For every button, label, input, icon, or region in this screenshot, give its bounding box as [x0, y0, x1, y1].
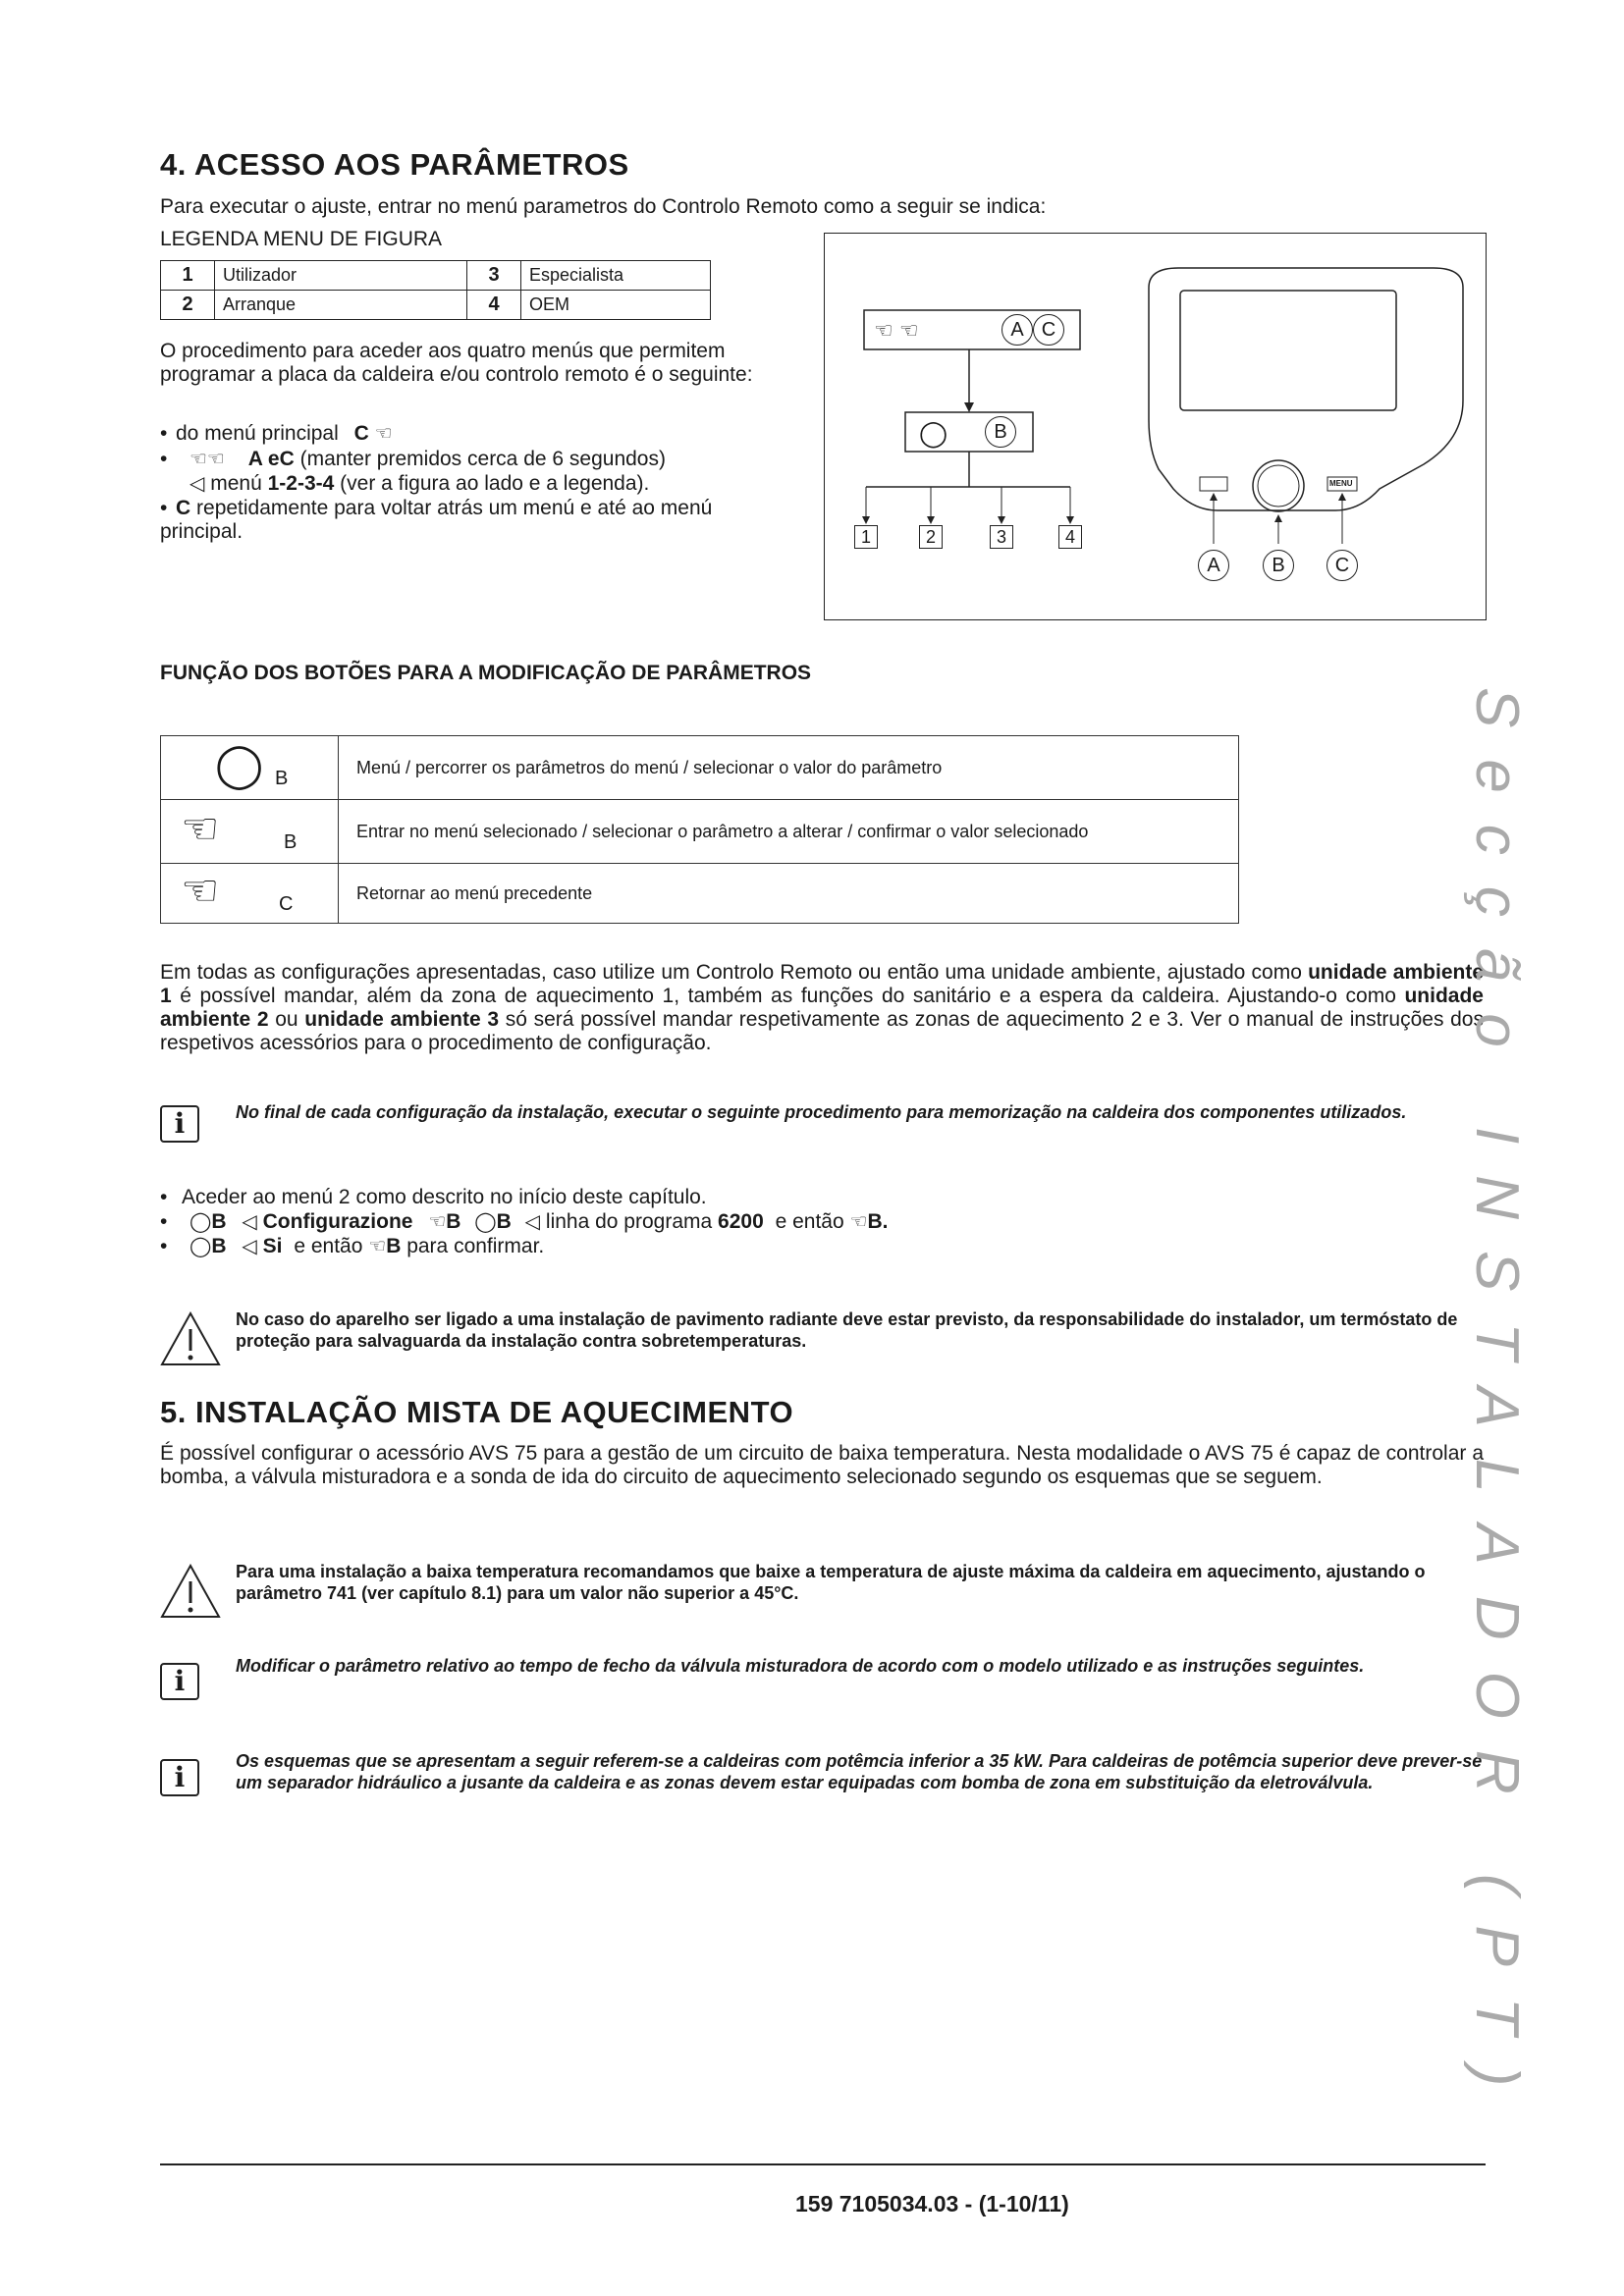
table-row [161, 736, 1239, 800]
turn-left-icon: ◁ [524, 1211, 541, 1233]
warning-note-2: Para uma instalação a baixa temperatura recomandamos que baixe a temperatura de ajuste máxima da caldeira em aquecimento, ajustando o parâmetro 741 (ver capítulo 8.1) para um valor não superior a 45°C. [236, 1562, 1426, 1603]
legend-label: Arranque [215, 291, 467, 320]
section-4-intro: Para executar o ajuste, entrar no menú parametros do Controlo Remoto como a seguir se indica: [160, 195, 1047, 218]
label-c: C [1033, 314, 1064, 346]
bullet-3: ◁ menú 1-2-3-4 (ver a figura ao lado e a legenda). [189, 472, 650, 495]
side-section-label: Secção INSTALADOR (PT) [1463, 687, 1531, 2118]
info-note-2: Modificar o parâmetro relativo ao tempo de fecho da válvula misturadora de acordo com o modelo utilizado e as instruções seguintes. [236, 1656, 1365, 1676]
press-hand-icon: ☜ [181, 805, 220, 853]
menu-number: 4 [1058, 525, 1082, 549]
bullet-2: • ☜☜ A eC (manter premidos cerca de 6 segundos) [160, 448, 666, 470]
procedure-text: O procedimento para aceder aos quatro menús que permitem programar a placa da caldeira e/ou controlo remoto é o seguinte: [160, 340, 753, 386]
functions-table [160, 735, 1239, 924]
table-row [161, 800, 1239, 864]
info-note-1: No final de cada configuração da instalação, executar o seguinte procedimento para memorização na caldeira dos componentes utilizados. [236, 1102, 1407, 1122]
function-icon-cell: ◯ B [161, 736, 339, 800]
legend-number: 3 [467, 261, 521, 291]
section-5-title: 5. INSTALAÇÃO MISTA DE AQUECIMENTO [160, 1395, 794, 1429]
rotary-knob-icon: ◯ [189, 1211, 212, 1233]
bullet-4: • C repetidamente para voltar atrás um menú e até ao menú principal. [160, 497, 713, 543]
legend-number: 2 [161, 291, 215, 320]
menu-number: 1 [854, 525, 878, 549]
warning-icon [160, 1311, 221, 1366]
legend-label: Utilizador [215, 261, 467, 291]
section-4-title: 4. ACESSO AOS PARÂMETROS [160, 147, 629, 182]
info-icon: i [160, 1105, 199, 1143]
function-description: Entrar no menú selecionado / selecionar o parâmetro a alterar / confirmar o valor selecionado [339, 800, 1239, 864]
menu-number: 2 [919, 525, 943, 549]
press-hand-icon: ☜☜ [189, 449, 225, 470]
menu-number: 3 [990, 525, 1013, 549]
section-5-body: É possível configurar o acessório AVS 75 para a gestão de um circuito de baixa temperatura. Nesta modalidade o AVS 75 é capaz de controlar a bomba, a válvula misturadora e a sonda de ida do circuito de aquecimento selecionado segundo os esquemas que se seguem. [160, 1442, 1484, 1488]
press-hand-icon: ☜ ☜ [874, 318, 919, 343]
press-hand-icon: ☜ [428, 1211, 447, 1233]
legend-row [161, 261, 711, 291]
info-icon: i [160, 1663, 199, 1700]
turn-left-icon: ◁ [189, 473, 205, 495]
label-a: A [1001, 314, 1033, 346]
press-hand-icon: ☜ [849, 1211, 868, 1233]
label-b: B [985, 416, 1016, 448]
step-1: • Aceder ao menú 2 como descrito no início deste capítulo. [160, 1186, 707, 1208]
function-icon-cell: ☜ C [161, 864, 339, 924]
info-note-3: Os esquemas que se apresentam a seguir referem-se a caldeiras com potêmcia inferior a 35 kW. Para caldeiras de potêmcia superior deve prever-se um separador hidráulico a jusante da caldeira e as zonas devem estar equipadas com bomba de zona em substituição da eletroválvula. [236, 1751, 1483, 1792]
device-button-b: B [1263, 550, 1294, 581]
legend-label: Especialista [521, 261, 711, 291]
rotary-knob-icon: ◯ [474, 1211, 497, 1233]
legend-title: LEGENDA MENU DE FIGURA [160, 228, 443, 250]
function-description: Menú / percorrer os parâmetros do menú / selecionar o valor do parâmetro [339, 736, 1239, 800]
step-2: • ◯B ◁ Configurazione ☜B ◯B ◁ linha do programa 6200 e então ☜B. [160, 1210, 889, 1233]
rotary-knob-icon: ◯ [919, 418, 948, 448]
function-icon-cell: ☜ B [161, 800, 339, 864]
press-hand-icon: ☜ [368, 1236, 387, 1257]
menu-key-label: MENU [1329, 479, 1353, 488]
legend-number: 1 [161, 261, 215, 291]
turn-left-icon: ◁ [242, 1236, 257, 1257]
footer-divider [160, 2163, 1486, 2165]
legend-number: 4 [467, 291, 521, 320]
press-hand-icon: ☜ [181, 867, 220, 915]
legend-table [160, 260, 711, 320]
menu-access-figure [824, 233, 1487, 620]
rotary-knob-icon: ◯ [189, 1236, 212, 1257]
info-icon: i [160, 1759, 199, 1796]
bullet-1: • do menú principal C ☜ [160, 422, 393, 445]
table-row [161, 864, 1239, 924]
legend-row [161, 291, 711, 320]
turn-left-icon: ◁ [242, 1211, 257, 1233]
footer-code: 159 7105034.03 - (1-10/11) [795, 2191, 1069, 2216]
function-description: Retornar ao menú precedente [339, 864, 1239, 924]
device-button-a: A [1198, 550, 1229, 581]
step-3: • ◯B ◁ Si e então ☜B para confirmar. [160, 1235, 545, 1257]
warning-icon [160, 1564, 221, 1619]
legend-label: OEM [521, 291, 711, 320]
functions-heading: FUNÇÃO DOS BOTÕES PARA A MODIFICAÇÃO DE PARÂMETROS [160, 662, 812, 684]
rotary-knob-icon: ◯ [215, 741, 264, 789]
warning-note-1: No caso do aparelho ser ligado a uma instalação de pavimento radiante deve estar previsto, da responsabilidade do instalador, um termóstato de proteção para salvaguarda da instalação contra sobretemperaturas. [236, 1309, 1458, 1351]
config-paragraph: Em todas as configurações apresentadas, caso utilize um Controlo Remoto ou então uma unidade ambiente, ajustado como unidade ambiente 1 é possível mandar, além da zona de aquecimento 1, também as funções do sanitário e a espera da caldeira. Ajustando-o como unidade ambiente 2 ou unidade ambiente 3 só será possível mandar respetivamente as zonas de aquecimento 2 e 3. Ver o manual de instruções dos respetivos acessórios para o procedimento de configuração. [160, 961, 1485, 1054]
press-hand-icon: ☜ [374, 423, 393, 445]
device-button-c: C [1326, 550, 1358, 581]
